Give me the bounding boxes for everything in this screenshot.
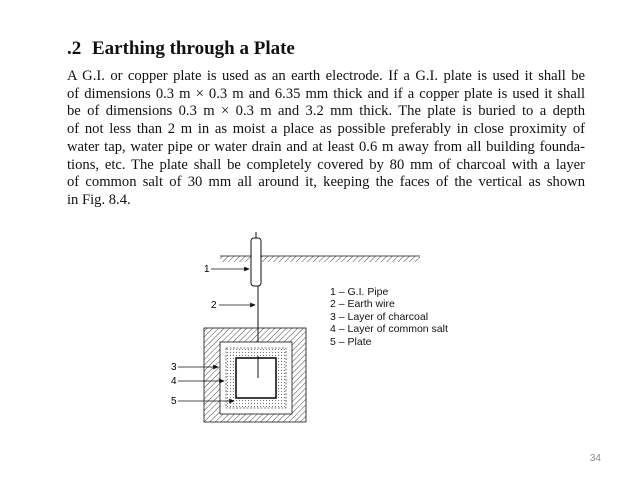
legend-item: 1 – G.I. Pipe [330,286,389,298]
body-paragraph [67,68,585,210]
legend-item: 3 – Layer of charcoal [330,310,429,323]
paragraph-line: of not less than 2 m in as moist a place as possible preferably in close proximity of [67,121,585,138]
callout-wire: 2 [211,300,217,311]
earth-plate [236,358,276,398]
page-number: 34 [589,453,601,464]
pit [204,328,306,422]
section-title: Earthing through a Plate [92,38,295,59]
paragraph-line: of dimensions 0.3 m × 0.3 m and 6.35 mm thick and if a copper plate is used it shall [67,85,585,102]
callout-plate: 5 [171,396,177,407]
paragraph-line: A G.I. or copper plate is used as an earth electrode. If a G.I. plate is used it shall be [67,68,585,84]
paragraph-line: tions, etc. The plate shall be completely covered by 80 mm of charcoal with a layer [67,156,585,173]
paragraph-line: in Fig. 8.4. [67,191,131,208]
callout-charcoal: 3 [171,362,177,373]
legend-item: 5 – Plate [330,335,372,348]
paragraph-line: water tap, water pipe or water drain and at least 0.6 m away from all building founda- [67,138,585,155]
callout-salt: 4 [171,376,177,387]
ground-surface [220,256,420,262]
paragraph-line: be of dimensions 0.3 m × 0.3 m and 3.2 mm thick. The plate is buried to a depth [67,103,585,120]
legend-item: 2 – Earth wire [330,298,395,311]
section-number: .2 [67,38,82,59]
figure-legend [330,286,448,348]
section-heading [67,38,295,60]
gi-pipe [251,232,261,286]
callout-pipe: 1 [204,264,210,275]
legend-item: 4 – Layer of common salt [330,323,448,336]
paragraph-line: of common salt of 30 mm all around it, keeping the faces of the vertical as shown [67,174,585,191]
